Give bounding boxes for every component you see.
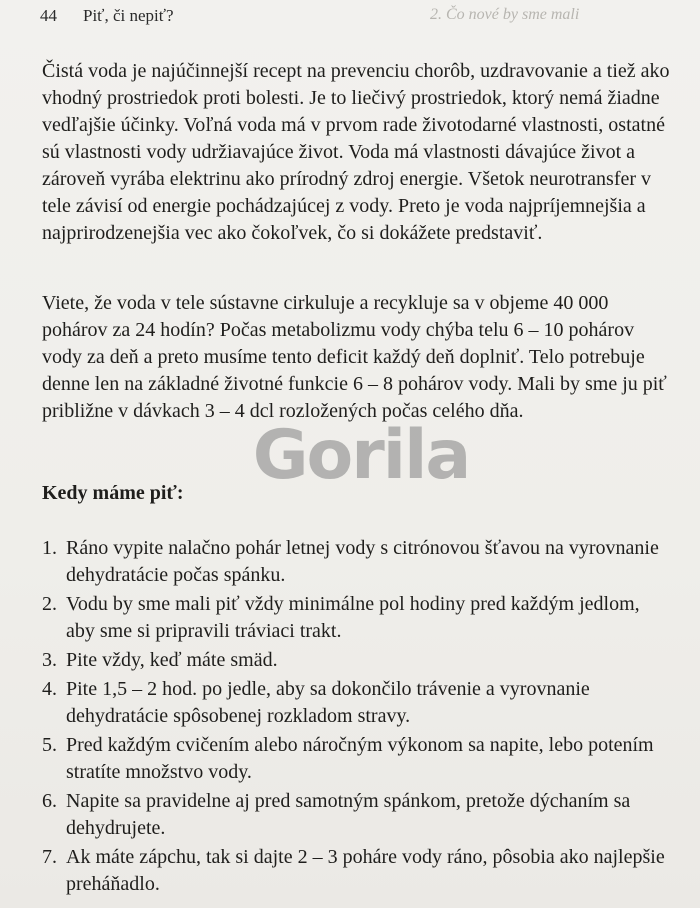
page-body <box>42 58 672 898</box>
paragraph-2: Viete, že voda v tele sústavne cirkuluje a recykluje sa v objeme 40 000 pohárov za 24 hodín? Počas metabolizmu vody chýba telu 6 – 10 pohárov vody za deň a preto musíme tento deficit každý deň doplniť. Telo potrebuje denne len na základné životné funkcie 6 – 8 pohárov vody. Mali by sme ju piť približne v dávkach 3 – 4 dcl rozložených počas celého dňa. <box>42 292 667 422</box>
list-item-text: Ráno vypite nalačno pohár letnej vody s citrónovou šťavou na vyrovnanie dehydratácie počas spánku. <box>66 537 659 586</box>
list-item <box>42 844 672 898</box>
list-item-number: 2. <box>42 593 57 615</box>
list-item-number: 3. <box>42 649 57 671</box>
list-item-number: 4. <box>42 678 57 700</box>
gorila-watermark: Gorila <box>252 416 470 495</box>
list-item <box>42 788 672 842</box>
list-item <box>42 676 672 730</box>
list-item-text: Pred každým cvičením alebo náročným výkonom sa napite, lebo potením stratíte množstvo vody. <box>66 734 654 783</box>
list-item <box>42 591 672 645</box>
list-item-text: Pite vždy, keď máte smäd. <box>66 649 278 671</box>
list-item-text: Napite sa pravidelne aj pred samotným spánkom, pretože dýchaním sa dehydrujete. <box>66 790 631 839</box>
bleed-through-text: 2. Čo nové by sme mali <box>430 6 580 23</box>
list-item <box>42 535 672 589</box>
section-heading: Kedy máme piť: <box>42 482 184 504</box>
list-item-text: Pite 1,5 – 2 hod. po jedle, aby sa dokončilo trávenie a vyrovnanie dehydratácie spôsobenej rozkladom stravy. <box>66 678 590 727</box>
list-item-number: 1. <box>42 537 57 559</box>
list-item <box>42 732 672 786</box>
page-number: 44 <box>40 6 57 25</box>
list-item-number: 5. <box>42 734 57 756</box>
list-item-text: Ak máte zápchu, tak si dajte 2 – 3 poháre vody ráno, pôsobia ako najlepšie preháňadlo. <box>66 846 665 895</box>
list-item-number: 7. <box>42 846 57 868</box>
list-item <box>42 647 672 674</box>
list-item-number: 6. <box>42 790 57 812</box>
paragraph-1: Čistá voda je najúčinnejší recept na prevenciu chorôb, uzdravovanie a tiež ako vhodný prostriedok proti bolesti. Je to liečivý prostriedok, ktorý nemá žiadne vedľajšie účinky. Voľná voda má v prvom rade životodarné vlastnosti, ostatné sú vlastnosti vody udržiavajúce život. Voda má vlastnosti dávajúce život a zároveň vyrába elektrinu ako prírodný zdroj energie. Všetok neurotransfer v tele závisí od energie pochádzajúcej z vody. Preto je voda najpríjemnejšia a najprirodzenejšia vec ako čokoľvek, čo si dokážete predstaviť. <box>42 60 670 244</box>
running-title: Piť, či nepiť? <box>83 6 174 25</box>
list-item-text: Vodu by sme mali piť vždy minimálne pol hodiny pred každým jedlom, aby sme si pripravili tráviaci trakt. <box>66 593 640 642</box>
drinking-times-list <box>42 535 672 898</box>
